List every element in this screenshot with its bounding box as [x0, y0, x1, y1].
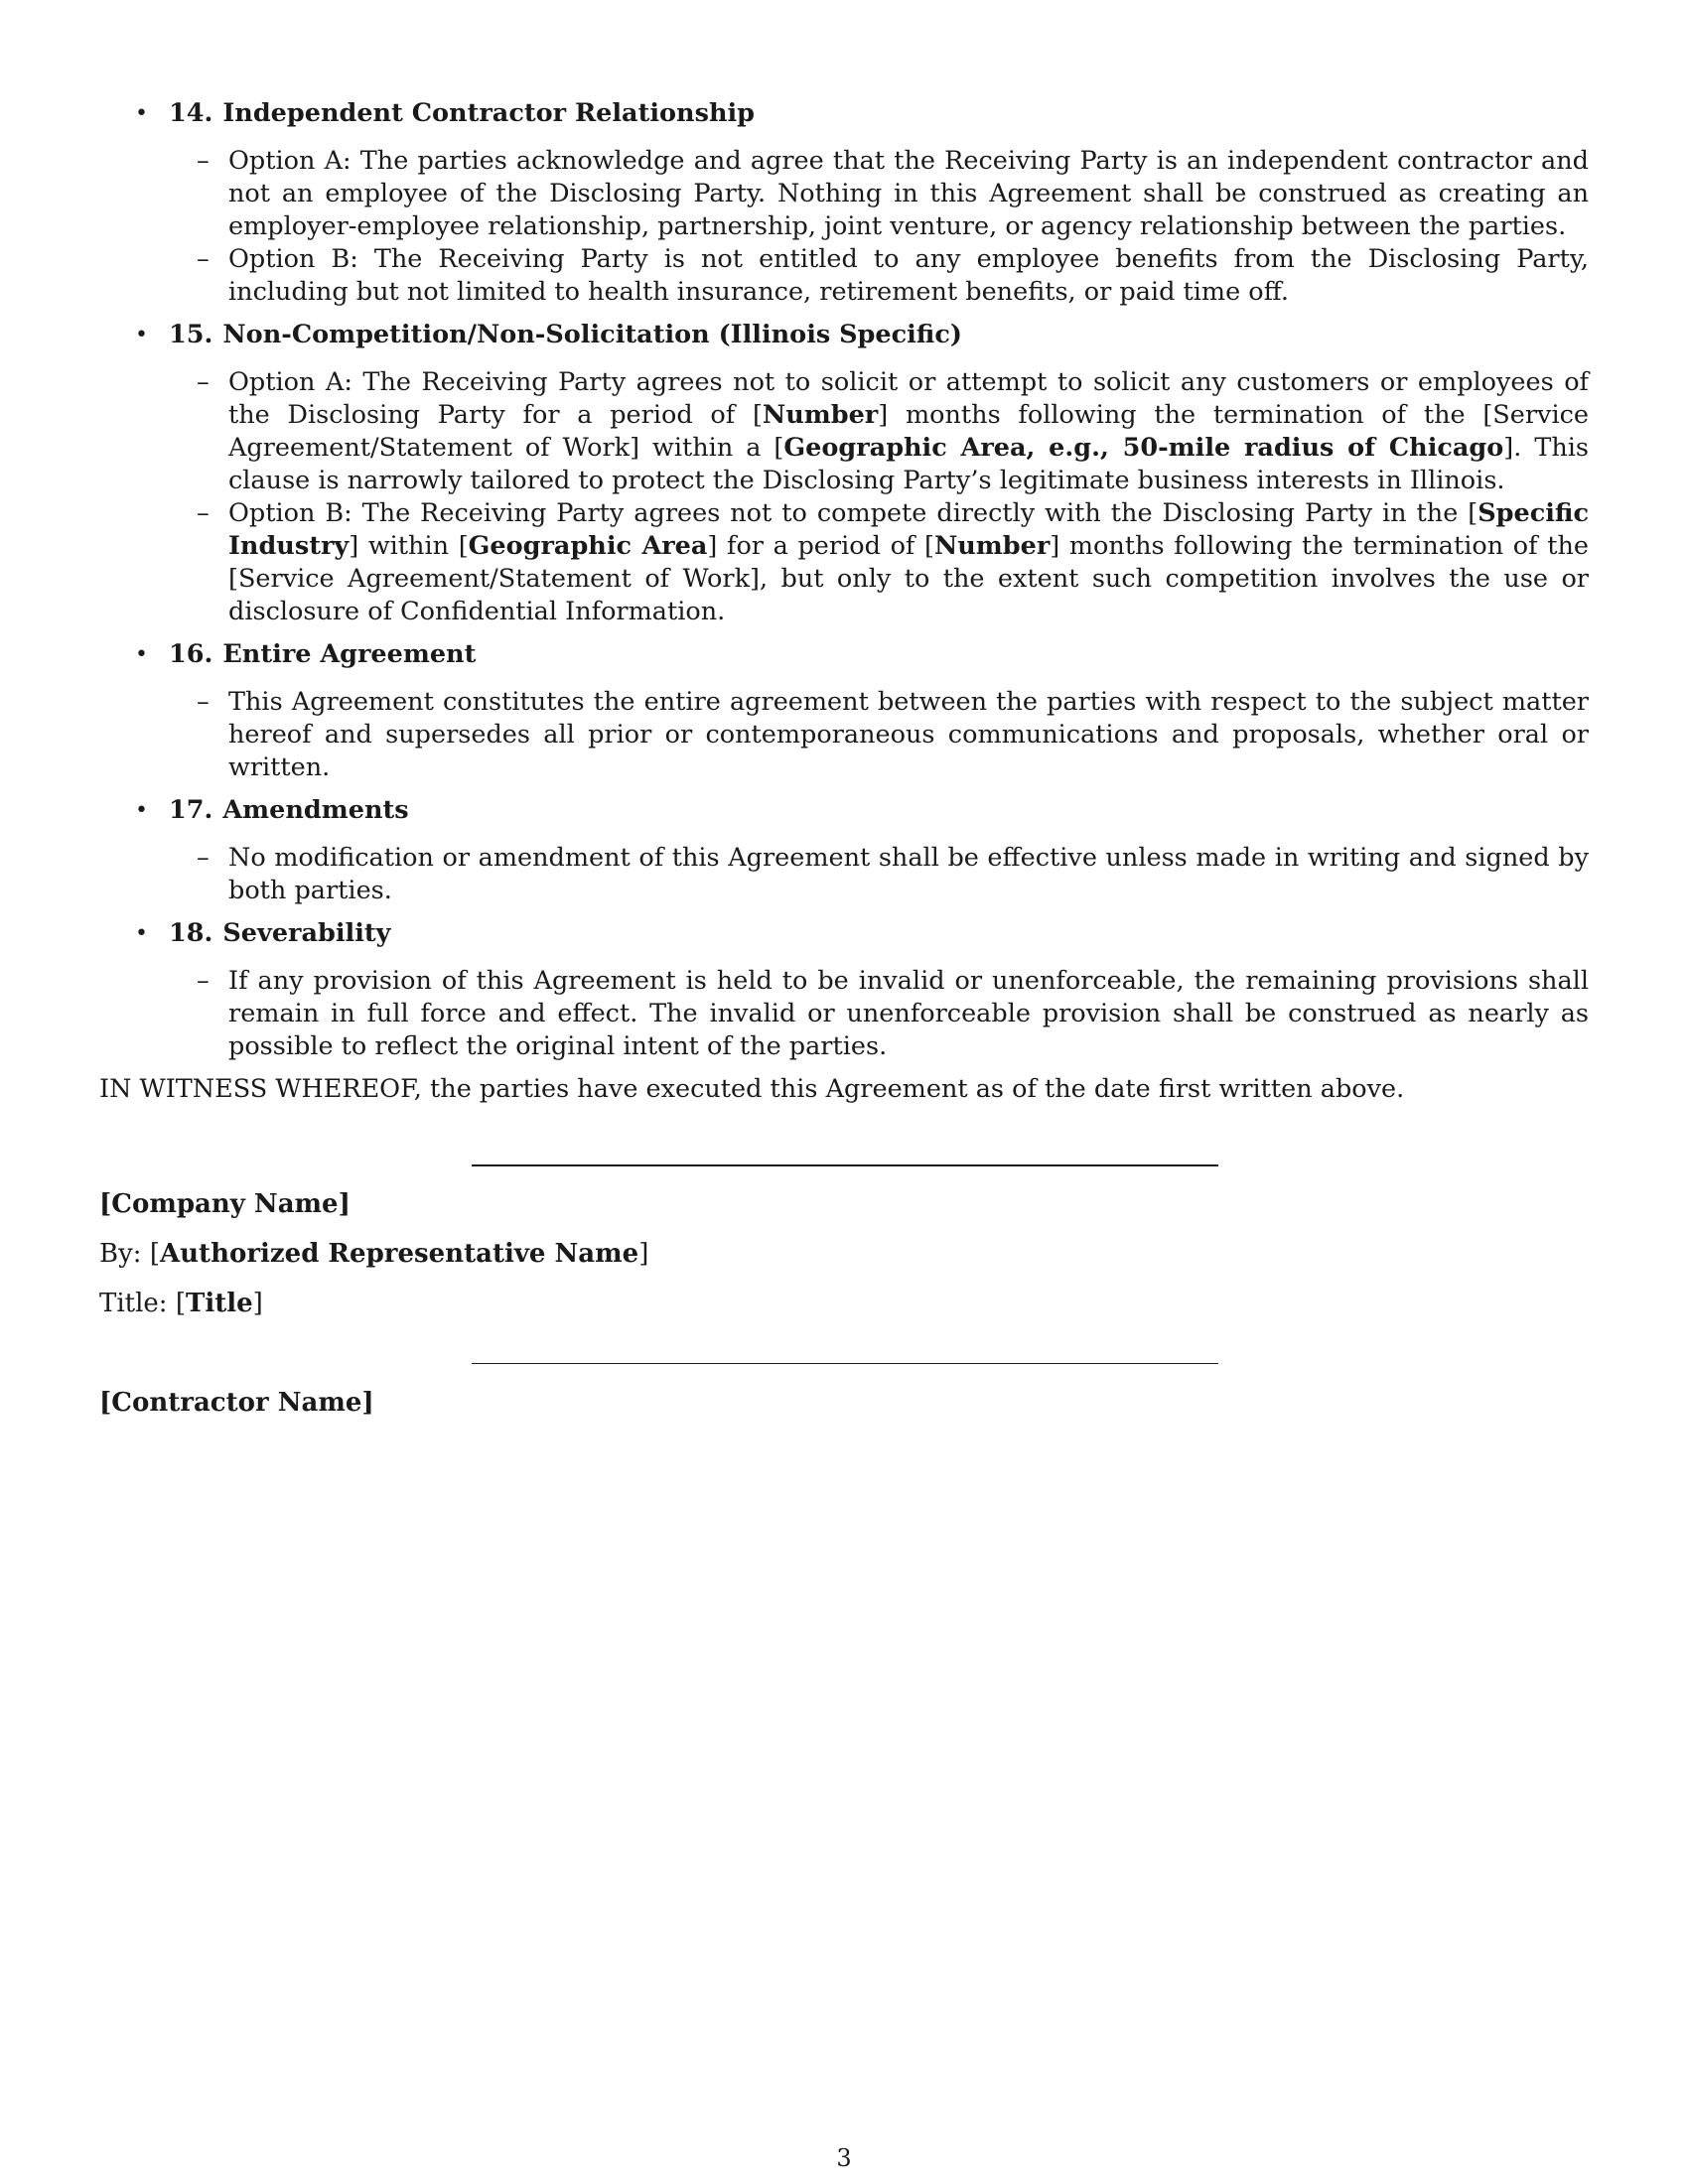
title-placeholder: Title	[186, 1289, 253, 1318]
section-title: Entire Agreement	[222, 639, 477, 669]
clause-text: ] within [	[349, 531, 469, 561]
section-number: 18.	[169, 918, 213, 948]
section-heading	[169, 319, 1589, 351]
title-prefix: Title:	[99, 1289, 176, 1318]
by-prefix: By:	[99, 1239, 150, 1269]
clause-text: ] for a period of [	[707, 531, 934, 561]
section-heading	[169, 794, 1589, 827]
authorized-representative-line	[99, 1238, 648, 1271]
section-number: 14.	[169, 98, 213, 128]
contractor-name-placeholder: [Contractor Name]	[99, 1388, 374, 1418]
section-heading	[169, 97, 1589, 130]
bullet-icon: •	[135, 101, 148, 126]
title-open-bracket: [	[175, 1289, 186, 1318]
document-body	[99, 97, 1589, 1106]
bullet-icon: •	[135, 323, 148, 347]
placeholder-text: Number	[933, 531, 1051, 561]
option-item	[169, 965, 1589, 1063]
dash-icon: –	[197, 244, 210, 274]
bullet-icon: •	[135, 798, 148, 823]
option-list	[169, 686, 1589, 784]
option-list	[169, 366, 1589, 628]
option-item	[169, 243, 1589, 309]
placeholder-text: Specific Industry	[228, 498, 1589, 561]
witness-clause: IN WITNESS WHEREOF, the parties have executed this Agreement as of the date first written above.	[99, 1074, 1405, 1104]
dash-icon: –	[197, 966, 210, 996]
company-signature-line	[472, 1164, 1218, 1166]
title-line	[99, 1288, 263, 1320]
bullet-icon: •	[135, 921, 148, 946]
section-heading	[169, 917, 1589, 950]
clause-text: ]. This clause is narrowly tailored to protect the Disclosing Party’s legitimate business interests in Illinois.	[228, 433, 1589, 495]
section-item	[99, 917, 1589, 1063]
placeholder-text: Geographic Area	[468, 531, 708, 561]
contractor-signature-line	[472, 1363, 1218, 1364]
clause-text: Option A: The Receiving Party agrees not to solicit or attempt to solicit any customers or employees of the Disclosing Party for a period of [	[228, 367, 1589, 430]
placeholder-text: Geographic Area, e.g., 50-mile radius of Chicago	[783, 433, 1504, 463]
clause-text: Option A: The parties acknowledge and agree that the Receiving Party is an independent contractor and not an employee of the Disclosing Party. Nothing in this Agreement shall be construed as creating an employer-employee relationship, partnership, joint venture, or agency relationship between the parties.	[228, 146, 1589, 241]
option-list	[169, 842, 1589, 907]
option-item	[169, 842, 1589, 907]
option-list	[169, 965, 1589, 1063]
option-item	[169, 497, 1589, 628]
section-title: Non-Competition/Non-Solicitation (Illinois Specific)	[222, 320, 962, 349]
option-item	[169, 145, 1589, 243]
title-close-bracket: ]	[252, 1289, 263, 1318]
section-number: 17.	[169, 795, 213, 825]
by-close-bracket: ]	[638, 1239, 649, 1269]
section-title: Independent Contractor Relationship	[222, 98, 755, 128]
section-list	[99, 97, 1589, 1063]
section-item	[99, 319, 1589, 628]
dash-icon: –	[197, 687, 210, 717]
section-item	[99, 97, 1589, 309]
dash-icon: –	[197, 367, 210, 397]
dash-icon: –	[197, 498, 210, 528]
clause-text: Option B: The Receiving Party agrees not to compete directly with the Disclosing Party in the [	[228, 498, 1478, 528]
dash-icon: –	[197, 146, 210, 176]
option-item	[169, 686, 1589, 784]
clause-text: Option B: The Receiving Party is not entitled to any employee benefits from the Disclosing Party, including but not limited to health insurance, retirement benefits, or paid time off.	[228, 244, 1589, 307]
by-open-bracket: [	[149, 1239, 160, 1269]
section-heading	[169, 638, 1589, 671]
bullet-icon: •	[135, 642, 148, 667]
clause-text: If any provision of this Agreement is held to be invalid or unenforceable, the remaining provisions shall remain in full force and effect. The invalid or unenforceable provision shall be construed as nearly as possible to reflect the original intent of the parties.	[228, 966, 1589, 1061]
clause-text: ] months following the termination of the [Service Agreement/Statement of Work] within a [	[228, 400, 1589, 463]
section-item	[99, 638, 1589, 784]
dash-icon: –	[197, 843, 210, 873]
option-item	[169, 366, 1589, 497]
company-name-placeholder: [Company Name]	[99, 1189, 351, 1219]
section-title: Severability	[222, 918, 391, 948]
section-number: 16.	[169, 639, 213, 669]
section-title: Amendments	[222, 795, 409, 825]
placeholder-text: Number	[762, 400, 879, 430]
section-item	[99, 794, 1589, 907]
authorized-representative-placeholder: Authorized Representative Name	[159, 1239, 639, 1269]
page-number: 3	[836, 2144, 852, 2172]
clause-text: This Agreement constitutes the entire agreement between the parties with respect to the subject matter hereof and supersedes all prior or contemporaneous communications and proposals, whether oral or written.	[228, 687, 1589, 782]
option-list	[169, 145, 1589, 309]
clause-text: ] months following the termination of the [Service Agreement/Statement of Work], but only to the extent such competition involves the use or disclosure of Confidential Information.	[228, 531, 1589, 626]
section-number: 15.	[169, 320, 213, 349]
clause-text: No modification or amendment of this Agreement shall be effective unless made in writing and signed by both parties.	[228, 843, 1589, 905]
